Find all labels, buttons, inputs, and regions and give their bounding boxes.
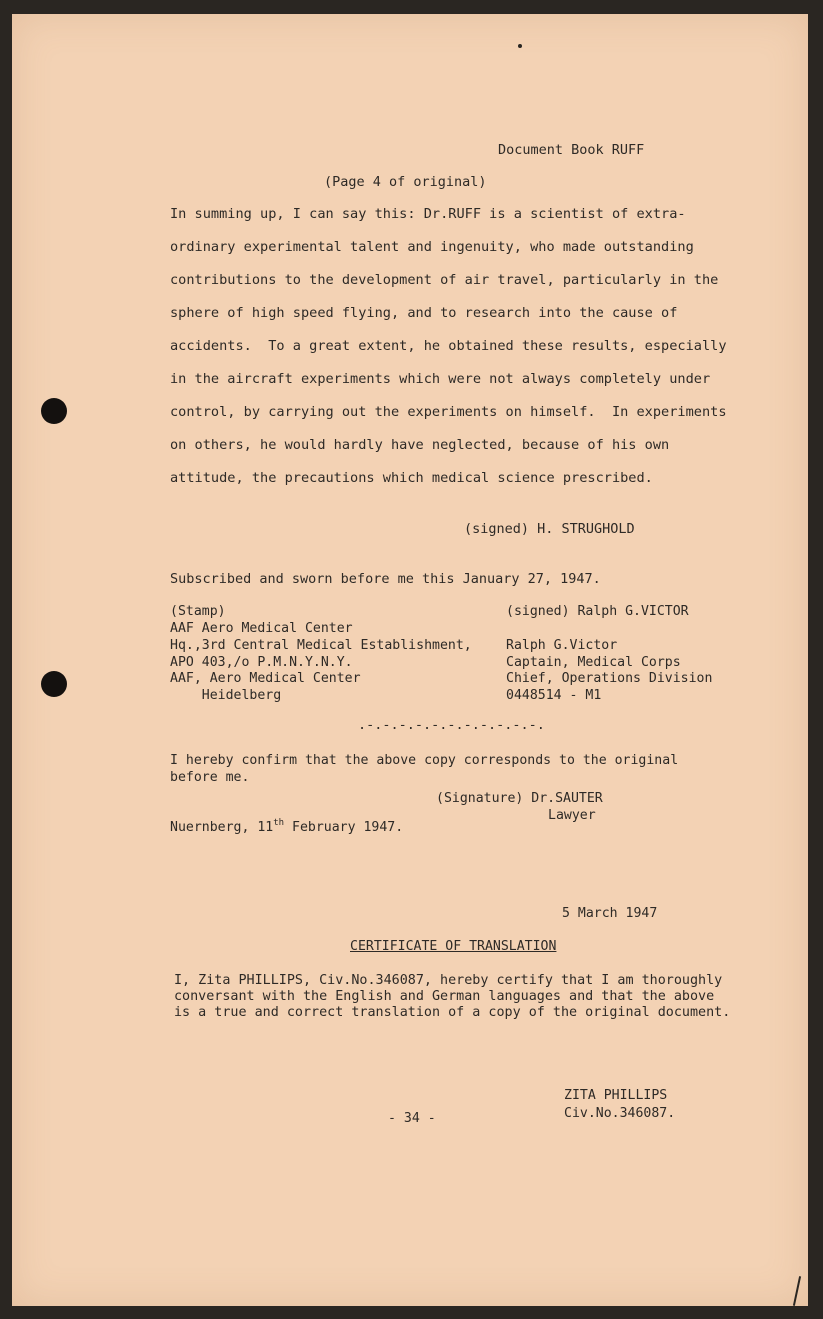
- translator-name: ZITA PHILLIPS: [564, 1088, 668, 1103]
- stamp-line: AAF, Aero Medical Center: [170, 671, 361, 686]
- stamp-line: Heidelberg: [170, 688, 282, 703]
- certificate-line: is a true and correct translation of a copy of the original document.: [174, 1005, 731, 1020]
- certificate-line: I, Zita PHILLIPS, Civ.No.346087, hereby certify that I am thoroughly: [174, 973, 723, 988]
- statement-line: In summing up, I can say this: Dr.RUFF is a scientist of extra-: [170, 206, 686, 222]
- statement-line: accidents. To a great extent, he obtained these results, especially: [170, 338, 727, 354]
- stamp-line: APO 403,/o P.M.N.Y.N.Y.: [170, 655, 353, 670]
- statement-line: contributions to the development of air travel, particularly in the: [170, 272, 719, 288]
- document-page: [12, 14, 808, 1306]
- paper-tear: [793, 1276, 801, 1306]
- document-book-label: Document Book RUFF: [498, 142, 645, 158]
- strughold-signature: (signed) H. STRUGHOLD: [464, 521, 635, 537]
- page-number: - 34 -: [388, 1111, 436, 1126]
- place-date-suffix: February 1947.: [284, 820, 404, 835]
- sauter-signature: (Signature) Dr.SAUTER: [436, 791, 603, 806]
- statement-line: ordinary experimental talent and ingenuity, who made outstanding: [170, 239, 694, 255]
- certificate-date: 5 March 1947: [562, 906, 658, 921]
- stamp-line: Hq.,3rd Central Medical Establishment,: [170, 638, 472, 653]
- victor-line: Ralph G.Victor: [506, 638, 618, 653]
- separator-line: .-.-.-.-.-.-.-.-.-.-.-.: [358, 717, 545, 733]
- certificate-heading: CERTIFICATE OF TRANSLATION: [350, 939, 557, 954]
- confirmation-line: I hereby confirm that the above copy corresponds to the original: [170, 753, 679, 768]
- page-reference: (Page 4 of original): [324, 174, 487, 190]
- victor-line: 0448514 - M1: [506, 688, 602, 703]
- statement-line: control, by carrying out the experiments on himself. In experiments: [170, 404, 727, 420]
- translator-civ-no: Civ.No.346087.: [564, 1106, 676, 1121]
- statement-line: attitude, the precautions which medical science prescribed.: [170, 470, 653, 486]
- sauter-title: Lawyer: [548, 808, 596, 823]
- subscribed-sworn: Subscribed and sworn before me this January 27, 1947.: [170, 571, 601, 587]
- ink-speck: [518, 44, 522, 48]
- victor-line: Chief, Operations Division: [506, 671, 713, 686]
- place-date: [170, 820, 403, 835]
- stamp-line: (Stamp): [170, 604, 226, 619]
- stamp-line: AAF Aero Medical Center: [170, 621, 353, 636]
- punch-hole-icon: [41, 398, 67, 424]
- statement-line: in the aircraft experiments which were not always completely under: [170, 371, 711, 387]
- victor-line: Captain, Medical Corps: [506, 655, 681, 670]
- place-date-prefix: Nuernberg, 11: [170, 820, 274, 835]
- statement-line: on others, he would hardly have neglected, because of his own: [170, 437, 670, 453]
- confirmation-line: before me.: [170, 770, 250, 785]
- statement-line: sphere of high speed flying, and to research into the cause of: [170, 305, 678, 321]
- certificate-line: conversant with the English and German languages and that the above: [174, 989, 715, 1004]
- place-date-superscript: th: [273, 818, 285, 828]
- victor-line: (signed) Ralph G.VICTOR: [506, 604, 689, 619]
- punch-hole-icon: [41, 671, 67, 697]
